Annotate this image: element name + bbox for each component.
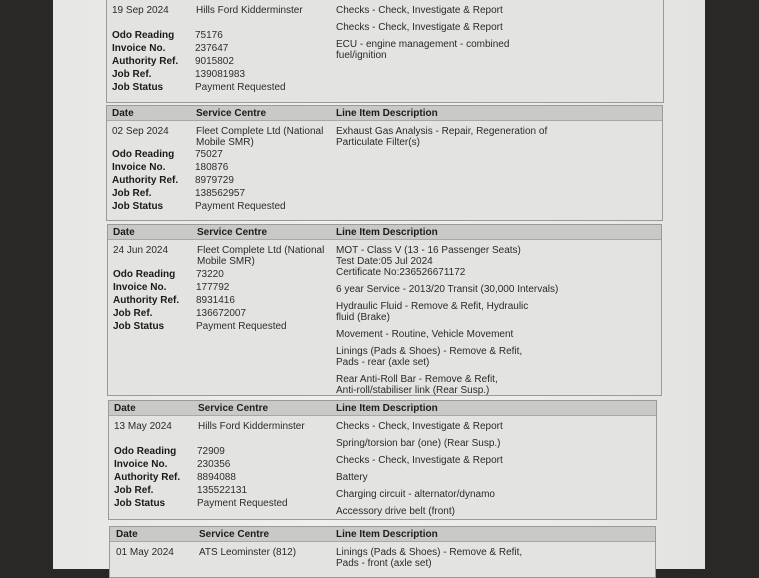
- header-date: Date: [113, 227, 135, 238]
- line-item: Test Date:05 Jul 2024: [336, 256, 433, 267]
- field-label-job-status: Job Status: [114, 498, 166, 509]
- line-item: Spring/torsion bar (one) (Rear Susp.): [336, 438, 501, 449]
- authority-ref: 8894088: [197, 472, 236, 483]
- line-items: [336, 245, 559, 402]
- field-label-job-ref: Job Ref.: [112, 69, 152, 80]
- line-item: Charging circuit - alternator/dynamo: [336, 489, 495, 500]
- invoice-no: 230356: [197, 459, 231, 470]
- service-record: [106, 105, 663, 221]
- record-date: 19 Sep 2024: [112, 5, 169, 16]
- line-item: Certificate No:236526671172: [336, 267, 466, 278]
- record-date: 24 Jun 2024: [113, 245, 169, 256]
- record-header: [109, 401, 656, 416]
- authority-ref: 8931416: [196, 295, 235, 306]
- field-label-invoice: Invoice No.: [112, 43, 166, 54]
- job-ref: 139081983: [195, 69, 246, 80]
- field-label-invoice: Invoice No.: [114, 459, 168, 470]
- service-record: [106, 0, 664, 103]
- invoice-no: 237647: [195, 43, 229, 54]
- job-ref: 138562957: [195, 188, 246, 199]
- line-item: MOT - Class V (13 - 16 Passenger Seats): [336, 245, 521, 256]
- job-status: Payment Requested: [196, 321, 287, 332]
- job-ref: 135522131: [197, 485, 248, 496]
- field-label-odo: Odo Reading: [114, 446, 177, 457]
- field-label-invoice: Invoice No.: [113, 282, 167, 293]
- field-label-authority: Authority Ref.: [113, 295, 180, 306]
- header-service-centre: Service Centre: [199, 529, 270, 540]
- field-label-odo: Odo Reading: [112, 30, 175, 41]
- field-label-odo: Odo Reading: [112, 149, 175, 160]
- field-label-job-status: Job Status: [112, 82, 164, 93]
- line-item: Linings (Pads & Shoes) - Remove & Refit, Pads - front (axle set): [336, 547, 523, 569]
- record-service-centre: Fleet Complete Ltd (National Mobile SMR): [197, 245, 325, 267]
- field-label-job-status: Job Status: [113, 321, 165, 332]
- line-item: Movement - Routine, Vehicle Movement: [336, 329, 514, 340]
- line-item: Checks - Check, Investigate & Report: [336, 455, 503, 466]
- record-date: 13 May 2024: [114, 421, 172, 432]
- field-label-job-ref: Job Ref.: [112, 188, 152, 199]
- line-item: Battery: [336, 472, 368, 483]
- header-line-item: Line Item Description: [336, 108, 438, 119]
- invoice-no: 177792: [196, 282, 230, 293]
- line-item: Hydraulic Fluid - Remove & Refit, Hydraulic fluid (Brake): [336, 301, 529, 323]
- line-item: Checks - Check, Investigate & Report: [336, 5, 503, 16]
- line-item: Checks - Check, Investigate & Report: [336, 22, 503, 33]
- job-status: Payment Requested: [195, 201, 286, 212]
- record-service-centre: Hills Ford Kidderminster: [196, 5, 303, 16]
- header-service-centre: Service Centre: [196, 108, 267, 119]
- invoice-no: 180876: [195, 162, 229, 173]
- line-items: [336, 547, 546, 575]
- job-status: Payment Requested: [197, 498, 288, 509]
- header-service-centre: Service Centre: [198, 403, 269, 414]
- record-service-centre: ATS Leominster (812): [199, 547, 297, 558]
- line-items: [336, 5, 556, 67]
- field-label-authority: Authority Ref.: [112, 56, 179, 67]
- field-label-authority: Authority Ref.: [112, 175, 179, 186]
- odo-reading: 75027: [195, 149, 223, 160]
- record-service-centre: Hills Ford Kidderminster: [198, 421, 305, 432]
- header-line-item: Line Item Description: [336, 403, 438, 414]
- line-item: ECU - engine management - combined fuel/ignition: [336, 39, 510, 61]
- field-label-authority: Authority Ref.: [114, 472, 181, 483]
- record-header: [107, 106, 662, 121]
- field-label-odo: Odo Reading: [113, 269, 176, 280]
- field-label-job-ref: Job Ref.: [114, 485, 154, 496]
- line-items: [336, 421, 556, 523]
- header-service-centre: Service Centre: [197, 227, 268, 238]
- record-service-centre: Fleet Complete Ltd (National Mobile SMR): [196, 126, 324, 148]
- line-item: Checks - Check, Investigate & Report: [336, 421, 503, 432]
- odo-reading: 73220: [196, 269, 224, 280]
- record-header: [110, 527, 655, 542]
- header-date: Date: [114, 403, 136, 414]
- line-item: Rear Anti-Roll Bar - Remove & Refit, Anti-roll/stabiliser link (Rear Susp.): [336, 374, 498, 396]
- line-item: Exhaust Gas Analysis - Repair, Regeneration of Particulate Filter(s): [336, 126, 548, 148]
- service-record: [109, 526, 656, 578]
- service-record: [107, 224, 662, 396]
- record-date: 01 May 2024: [116, 547, 174, 558]
- job-ref: 136672007: [196, 308, 247, 319]
- job-status: Payment Requested: [195, 82, 286, 93]
- record-date: 02 Sep 2024: [112, 126, 169, 137]
- authority-ref: 8979729: [195, 175, 234, 186]
- header-date: Date: [112, 108, 134, 119]
- field-label-job-ref: Job Ref.: [113, 308, 153, 319]
- line-item: Linings (Pads & Shoes) - Remove & Refit, Pads - rear (axle set): [336, 346, 523, 368]
- header-line-item: Line Item Description: [336, 227, 438, 238]
- service-record: [108, 400, 657, 520]
- record-header: [108, 225, 661, 240]
- field-label-job-status: Job Status: [112, 201, 164, 212]
- line-item: 6 year Service - 2013/20 Transit (30,000 Intervals): [336, 284, 559, 295]
- authority-ref: 9015802: [195, 56, 234, 67]
- header-line-item: Line Item Description: [336, 529, 438, 540]
- line-item: Accessory drive belt (front): [336, 506, 455, 517]
- field-label-invoice: Invoice No.: [112, 162, 166, 173]
- odo-reading: 72909: [197, 446, 225, 457]
- header-date: Date: [116, 529, 138, 540]
- line-items: [336, 126, 556, 154]
- odo-reading: 75176: [195, 30, 223, 41]
